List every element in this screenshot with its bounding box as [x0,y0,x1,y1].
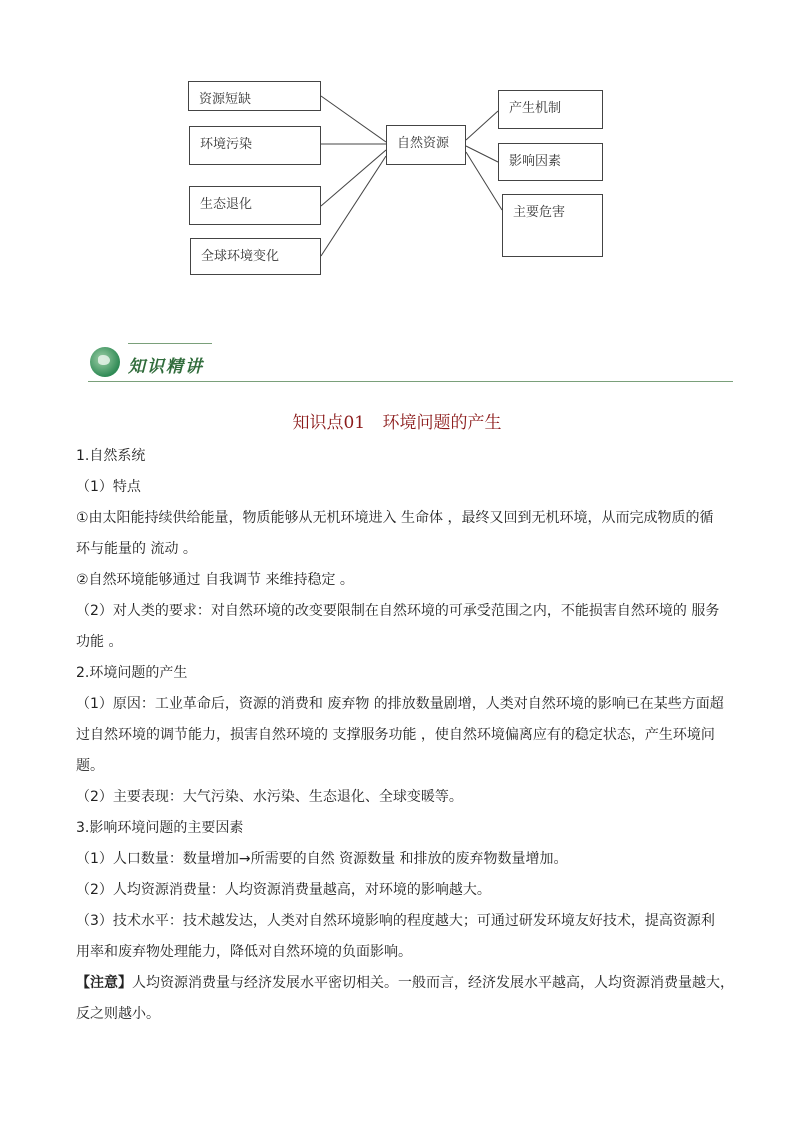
header-top-line [128,343,212,344]
connector-line [321,150,386,206]
text-line: 过自然环境的调节能力，损害自然环境的 支撑服务功能 ，使自然环境偏离应有的稳定状态，产生环境问 [76,727,715,743]
connector-line [321,96,386,142]
connector-line [466,152,502,210]
diagram-box-right-1: 产生机制 [498,90,603,129]
text-line: （2）对人类的要求：对自然环境的改变要限制在自然环境的可承受范围之内，不能损害自然环境的 服务 [76,603,720,619]
diagram-box-right-3: 主要危害 [502,194,603,257]
knowledge-point-label: 知识点01 [292,413,366,433]
text-line: 环与能量的 流动 。 [76,541,197,557]
text-line: （2）主要表现：大气污染、水污染、生态退化、全球变暖等。 [76,789,463,805]
text-line: 题。 [76,758,104,774]
text-line: 1.自然系统 [76,448,146,464]
text-line: （2）人均资源消费量：人均资源消费量越高，对环境的影响越大。 [76,882,491,898]
text-line: ①由太阳能持续供给能量，物质能够从无机环境进入 生命体 ，最终又回到无机环境，从而完成物质的循 [76,510,714,526]
text-line: 3.影响环境问题的主要因素 [76,820,244,836]
text-line: （1）特点 [76,479,141,495]
diagram-box-left-1: 资源短缺 [188,81,321,111]
text-line: （3）技术水平：技术越发达，人类对自然环境影响的程度越大；可通过研发环境友好技术，提高资源利 [76,913,715,929]
note-line [76,968,734,999]
connector-line [466,111,498,140]
note-text: 人均资源消费量与经济发展水平密切相关。一般而言，经济发展水平越高，人均资源消费量越大， [132,975,734,991]
diagram-box-left-4: 全球环境变化 [190,238,321,275]
knowledge-point-heading: 环境问题的产生 [382,413,502,433]
header-divider [88,381,733,382]
text-line: 用率和废弃物处理能力，降低对自然环境的负面影响。 [76,944,412,960]
diagram-box-left-2: 环境污染 [189,126,321,165]
text-line: 功能 。 [76,634,123,650]
globe-land-shape [98,355,110,365]
connector-line [321,156,386,256]
diagram-box-left-3: 生态退化 [189,186,321,225]
diagram-box-right-2: 影响因素 [498,143,603,181]
text-line: （1）原因：工业革命后，资源的消费和 废弃物 的排放数量剧增，人类对自然环境的影响已在某些方面超 [76,696,724,712]
knowledge-point-title [0,408,794,433]
text-line: （1）人口数量：数量增加→所需要的自然 资源数量 和排放的废弃物数量增加。 [76,851,568,867]
section-header-title: 知识精讲 [128,357,204,377]
body-text [76,441,734,1030]
note-label: 【注意】 [76,975,132,991]
text-line: 2.环境问题的产生 [76,665,188,681]
diagram-box-center: 自然资源 [386,125,466,165]
note-line-2: 反之则越小。 [76,1006,160,1022]
text-line: ②自然环境能够通过 自我调节 来维持稳定 。 [76,572,354,588]
